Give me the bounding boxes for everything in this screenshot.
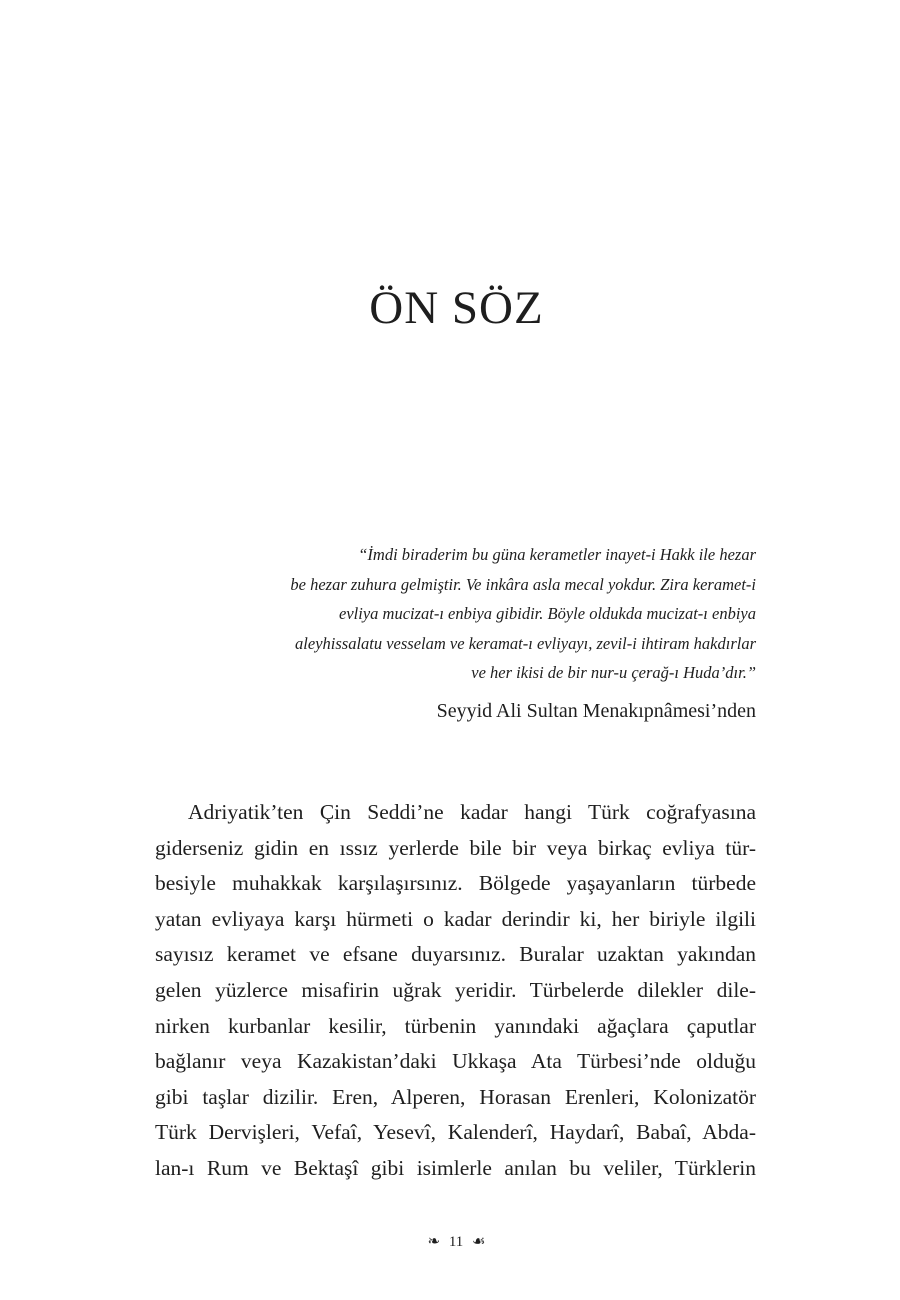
body-line: yatan evliyaya karşı hürmeti o kadar derindir ki, her biriyle ilgili bbox=[155, 906, 756, 931]
body-line: nirken kurbanlar kesilir, türbenin yanındaki ağaçlara çaputlar bbox=[155, 1013, 756, 1038]
body-line: gibi taşlar dizilir. Eren, Alperen, Horasan Erenleri, Kolonizatör bbox=[155, 1084, 756, 1109]
chapter-title: ÖN SÖZ bbox=[369, 282, 544, 334]
body-line: Türk Dervişleri, Vefaî, Yesevî, Kalenderî, Haydarî, Babaî, Abda- bbox=[155, 1120, 756, 1145]
body-line: sayısız keramet ve efsane duyarsınız. Buralar uzaktan yakından bbox=[155, 942, 756, 967]
epigraph-source: Seyyid Ali Sultan Menakıpnâmesi’nden bbox=[436, 699, 756, 722]
fleuron-left-icon: ❧ bbox=[427, 1233, 441, 1250]
body-line: gelen yüzlerce misafirin uğrak yeridir. Türbelerde dilekler dile- bbox=[155, 977, 756, 1002]
body-paragraph bbox=[155, 795, 756, 1187]
body-line: besiyle muhakkak karşılaşırsınız. Bölgede yaşayanların türbede bbox=[155, 871, 756, 896]
body-line: Adriyatik’ten Çin Seddi’ne kadar hangi Türk coğrafyasına bbox=[188, 800, 756, 824]
epigraph-line: ve her ikisi de bir nur-u çerağ-ı Huda’dır.” bbox=[471, 663, 756, 682]
page-footer bbox=[0, 1232, 900, 1251]
page-number: 11 bbox=[448, 1233, 464, 1250]
body-line: lan-ı Rum ve Bektaşî gibi isimlerle anılan bu veliler, Türklerin bbox=[155, 1155, 756, 1180]
epigraph-line: be hezar zuhura gelmiştir. Ve inkâra asla mecal yokdur. Zira keramet-i bbox=[290, 574, 756, 594]
epigraph bbox=[200, 540, 756, 724]
epigraph-line: aleyhissalatu vesselam ve keramat-ı evliyayı, zevil-i ihtiram hakdırlar bbox=[295, 633, 756, 653]
epigraph-line: “İmdi biraderim bu güna kerametler inayet-i Hakk ile hezar bbox=[358, 545, 756, 564]
epigraph-line: evliya mucizat-ı enbiya gibidir. Böyle oldukda mucizat-ı enbiya bbox=[339, 604, 756, 623]
body-line: bağlanır veya Kazakistan’daki Ukkaşa Ata Türbesi’nde olduğu bbox=[155, 1049, 756, 1074]
fleuron-right-icon: ☙ bbox=[472, 1233, 486, 1250]
body-line: giderseniz gidin en ıssız yerlerde bile bir veya birkaç evliya tür- bbox=[155, 835, 756, 860]
